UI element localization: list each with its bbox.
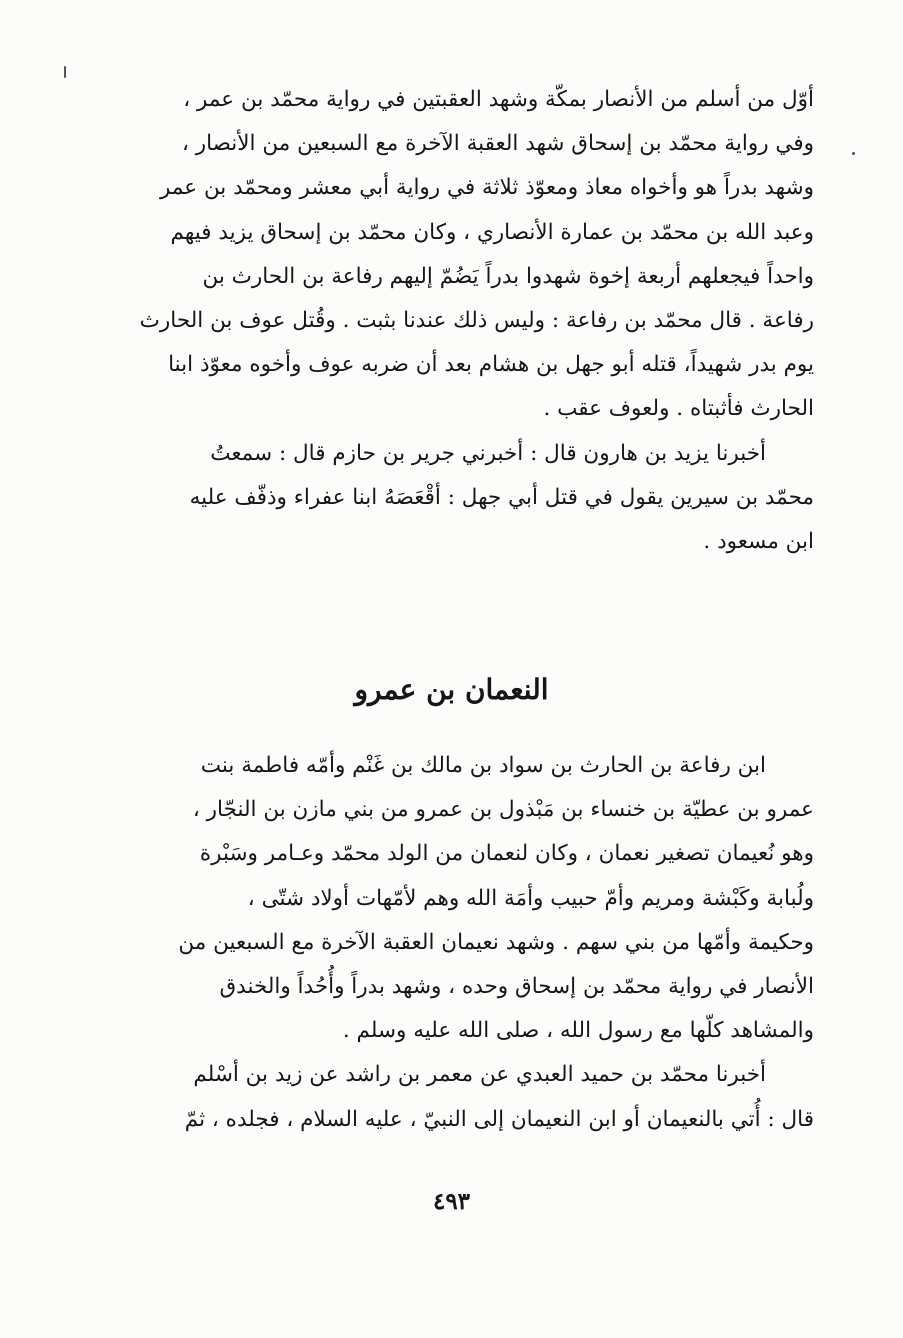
- text-line: والمشاهد كلّها مع رسول الله ، صلى الله عليه وسلم .: [342, 1018, 814, 1044]
- report-line: أخبرنا يزيد بن هارون قال : أخبرني جرير بن حازم قال : سمعتُ: [210, 440, 766, 466]
- text-line: ولُبابة وكَبْشة ومريم وأمّ حبيب وأمَة الله وهم لأمّهات أولاد شتّى ،: [247, 885, 814, 911]
- biography-continuation: [92, 78, 814, 564]
- text-line: أوّل من أسلم من الأنصار بمكّة وشهد العقبتين في رواية محمّد بن عمر ،: [183, 87, 814, 112]
- section-heading: النعمان بن عمرو: [354, 673, 549, 706]
- text-line: رفاعة . قال محمّد بن رفاعة : وليس ذلك عندنا بثبت . وقُتل عوف بن الحارث: [139, 307, 814, 333]
- text-line: الحارث فأثبتاه . ولعوف عقب .: [543, 396, 814, 422]
- page-number: ٤٩٣: [432, 1188, 471, 1215]
- text-line: يوم بدر شهيداً، قتله أبو جهل بن هشام بعد أن ضربه عوف وأخوه معوّذ ابنا: [168, 352, 814, 378]
- text-line: وشهد بدراً هو وأخواه معاذ ومعوّذ ثلاثة في رواية أبي معشر ومحمّد بن عمر: [159, 175, 814, 201]
- text-line: وعبد الله بن محمّد بن عمارة الأنصاري ، وكان محمّد بن إسحاق يزيد فيهم: [170, 219, 814, 245]
- report-line: أخبرنا محمّد بن حميد العبدي عن معمر بن راشد عن زيد بن أسْلم: [193, 1062, 766, 1088]
- report-line: قال : أُتي بالنعيمان أو ابن النعيمان إلى النبيّ ، عليه السلام ، فجلده ، ثمّ: [184, 1106, 814, 1132]
- text-line: وفي رواية محمّد بن إسحاق شهد العقبة الآخرة مع السبعين من الأنصار ،: [181, 131, 814, 157]
- scan-speck: [852, 152, 855, 155]
- text-line: الأنصار في رواية محمّد بن إسحاق وحده ، وشهد بدراً وأُحُداً والخندق: [219, 973, 814, 999]
- biography-entry: [92, 744, 814, 1142]
- report-line: محمّد بن سيرين يقول في قتل أبي جهل : أقْعَصَهُ ابنا عفراء وذفّف عليه: [189, 484, 814, 510]
- text-line: وحكيمة وأمّها من بني سهم . وشهد نعيمان العقبة الآخرة مع السبعين من: [178, 929, 814, 955]
- scan-speck: [64, 66, 66, 78]
- text-line: ابن رفاعة بن الحارث بن سواد بن مالك بن غَنْم وأمّه فاطمة بنت: [200, 753, 766, 778]
- report-line: ابن مسعود .: [703, 528, 814, 554]
- text-line: وهو نُعيمان تصغير نعمان ، وكان لنعمان من الولد محمّد وعـامر وسَبْرة: [199, 841, 814, 867]
- text-line: عمرو بن عطيّة بن خنساء بن مَبْذول بن عمرو من بني مازن بن النجّار ،: [192, 797, 814, 823]
- text-line: واحداً فيجعلهم أربعة إخوة شهدوا بدراً يَضُمّ إليهم رفاعة بن الحارث بن: [202, 263, 814, 289]
